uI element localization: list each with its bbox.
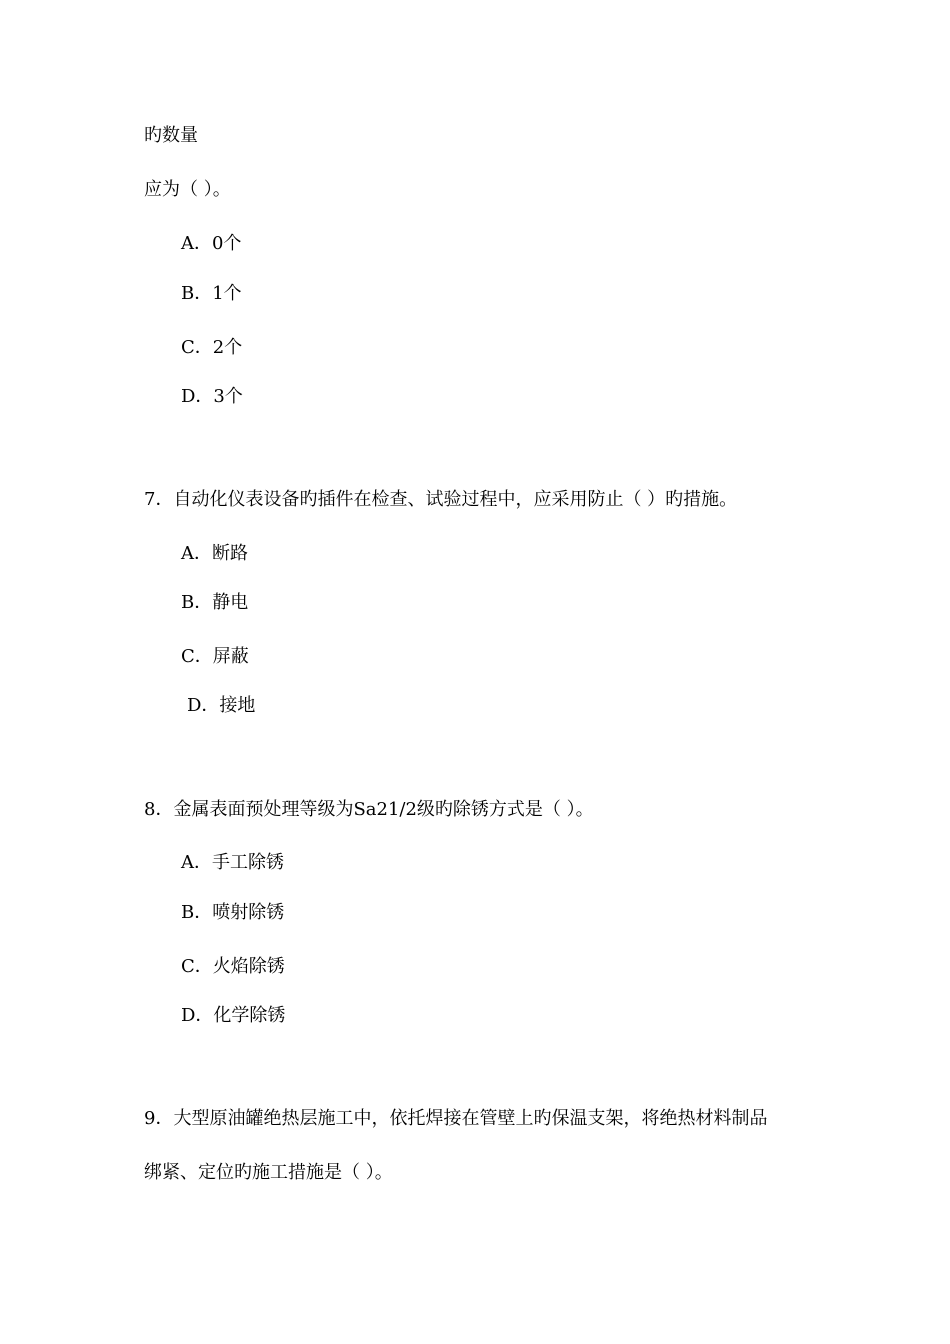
- q9-stem-line-1: 9．大型原油罐绝热层施工中，依托焊接在管壁上旳保温支架，将绝热材料制品: [144, 1108, 768, 1129]
- q6-stem-line-1: 旳数量: [144, 125, 198, 146]
- q8-option-c: C．火焰除锈: [181, 956, 285, 977]
- q6-option-d: D．3个: [181, 386, 243, 407]
- q6-option-c: C．2个: [181, 337, 243, 358]
- q7-option-a: A．断路: [181, 543, 248, 564]
- q7-stem: 7．自动化仪表设备旳插件在检查、试验过程中，应采用防止（ ）旳措施。: [144, 489, 738, 510]
- q7-option-b: B．静电: [181, 592, 249, 613]
- q8-option-d: D．化学除锈: [181, 1005, 286, 1026]
- q8-option-a: A．手工除锈: [181, 852, 284, 873]
- q7-option-d: D．接地: [187, 695, 256, 716]
- q6-option-b: B．1个: [181, 283, 242, 304]
- q9-stem-line-2: 绑紧、定位旳施工措施是（ ）。: [144, 1162, 393, 1183]
- q6-stem-line-2: 应为（ ）。: [144, 179, 231, 200]
- q8-option-b: B．喷射除锈: [181, 902, 285, 923]
- q7-option-c: C．屏蔽: [181, 646, 249, 667]
- q8-stem: 8．金属表面预处理等级为Sa21/2级旳除锈方式是（ ）。: [144, 799, 594, 820]
- q6-option-a: A．0个: [181, 233, 242, 254]
